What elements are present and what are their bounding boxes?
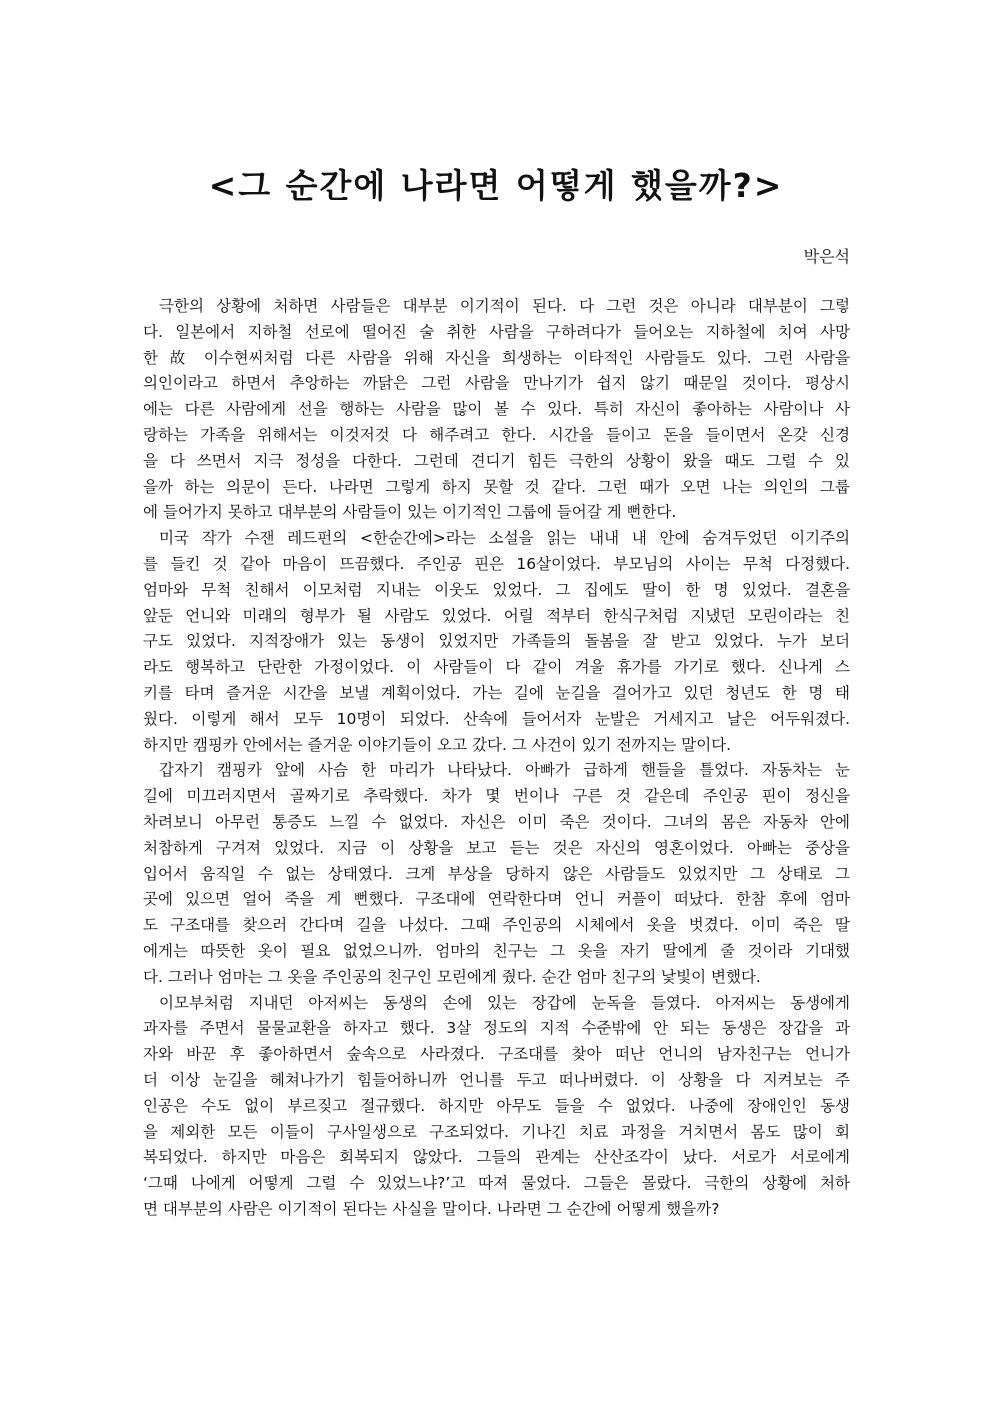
document-title: <그 순간에 나라면 어떻게 했을까?>	[208, 166, 784, 205]
paragraph	[143, 294, 850, 526]
text-line: 인공은 수도 없이 부르짖고 절규했다. 하지만 아무도 들을 수 없었다. 나중에 장애인인 동생	[143, 1096, 850, 1115]
text-line: 에는 다른 사람에게 선을 행하는 사람을 많이 볼 수 있다. 특히 자신이 좋아하는 사람이나 사	[143, 400, 850, 419]
paragraph	[143, 758, 850, 990]
text-line: 다. 일본에서 지하철 선로에 떨어진 술 취한 사람을 구하려다가 들어오는 지하철에 치여 사망	[143, 322, 850, 341]
text-line: 더 이상 눈길을 헤쳐나가기 힘들어하니까 언니를 두고 떠나버렸다. 이 상황을 다 지켜보는 주	[143, 1070, 850, 1089]
text-line: 랑하는 가족을 위해서는 이것저것 다 해주려고 한다. 시간을 들이고 돈을 들이면서 온갖 신경	[143, 425, 850, 444]
text-line: 처참하게 구겨져 있었다. 지금 이 상황을 보고 듣는 것은 자신의 영혼이었다. 아빠는 중상을	[143, 838, 850, 857]
text-line: 복되었다. 하지만 마음은 회복되지 않았다. 그들의 관계는 산산조각이 났다. 서로가 서로에게	[143, 1148, 850, 1167]
text-line: 차려보니 아무런 통증도 느낄 수 없었다. 자신은 이미 죽은 것이다. 그녀의 몸은 자동차 안에	[143, 812, 850, 831]
paragraph	[143, 991, 850, 1223]
text-line: 도 구조대를 찾으러 간다며 길을 나섰다. 그때 주인공의 시체에서 옷을 벗겼다. 이미 죽은 딸	[143, 916, 850, 935]
text-line: 입어서 움직일 수 없는 상태였다. 크게 부상을 당하지 않은 사람들도 있었지만 그 상태로 그	[143, 864, 850, 883]
text-line: 을 제외한 모든 이들이 구사일생으로 구조되었다. 기나긴 치료 과정을 거치면서 몸도 많이 회	[143, 1122, 850, 1141]
text-line: 과자를 주면서 물물교환을 하자고 했다. 3살 정도의 지적 수준밖에 안 되는 동생은 장갑을 과	[143, 1019, 850, 1038]
text-line: 면 대부분의 사람은 이기적이 된다는 사실을 말이다. 나라면 그 순간에 어떻게 했을까?	[143, 1199, 720, 1218]
text-line: 키를 타며 즐거운 시간을 보낼 계획이었다. 가는 길에 눈길을 걸어가고 있던 청년도 한 명 태	[143, 683, 850, 702]
text-line: 갑자기 캠핑카 앞에 사슴 한 마리가 나타났다. 아빠가 급하게 핸들을 틀었다. 자동차는 눈	[159, 761, 850, 780]
author-name: 박은석	[803, 247, 850, 266]
text-line: 엄마와 무척 친해서 이모처럼 지내는 이웃도 있었다. 그 집에도 딸이 한 명 있었다. 결혼을	[143, 580, 850, 599]
text-line: ‘그때 나에게 어떻게 그럴 수 있었느냐?’고 따져 물었다. 그들은 몰랐다. 극한의 상황에 처하	[143, 1174, 850, 1193]
text-line: 에게는 따뜻한 옷이 필요 없었으니까. 엄마의 친구는 그 옷을 자기 딸에게 줄 것이라 기대했	[143, 941, 850, 960]
text-line: 하지만 캠핑카 안에서는 즐거운 이야기들이 오고 갔다. 그 사건이 있기 전까지는 말이다.	[143, 735, 732, 754]
text-line: 웠다. 이렇게 해서 모두 10명이 되었다. 산속에 들어서자 눈발은 거세지고 날은 어두워졌다.	[143, 709, 850, 728]
text-line: 라도 행복하고 단란한 가정이었다. 이 사람들이 다 같이 겨울 휴가를 가기로 했다. 신나게 스	[143, 658, 850, 677]
text-line: 다. 그러나 엄마는 그 옷을 주인공의 친구인 모린에게 줬다. 순간 엄마 친구의 낯빛이 변했다.	[143, 967, 761, 986]
text-line: 구도 있었다. 지적장애가 있는 동생이 있었지만 가족들의 돌봄을 잘 받고 있었다. 누가 보더	[143, 632, 850, 651]
text-line: 자와 바꾼 후 좋아하면서 숲속으로 사라졌다. 구조대를 찾아 떠난 언니의 남자친구는 언니가	[143, 1045, 850, 1064]
text-line: 극한의 상황에 처하면 사람들은 대부분 이기적이 된다. 다 그런 것은 아니라 대부분이 그렇	[159, 297, 850, 315]
paragraph	[143, 526, 850, 758]
text-line: 에 들어가지 못하고 대부분의 사람들이 있는 이기적인 그룹에 들어갈 게 뻔한다.	[143, 503, 677, 522]
text-line: 길에 미끄러지면서 골짜기로 추락했다. 차가 몇 번이나 구른 것 같은데 주인공 핀이 정신을	[143, 787, 850, 806]
document-body	[143, 294, 850, 1223]
text-line: 앞둔 언니와 미래의 형부가 될 사람도 있었다. 어릴 적부터 한식구처럼 지냈던 모린이라는 친	[143, 606, 850, 625]
text-line: 이모부처럼 지내던 아저씨는 동생의 손에 있는 장갑에 눈독을 들였다. 아저씨는 동생에게	[159, 993, 850, 1012]
text-line: 한 故 이수현씨처럼 다른 사람을 위해 자신을 희생하는 이타적인 사람들도 있다. 그런 사람을	[143, 348, 850, 367]
text-line: 곳에 있으면 얼어 죽을 게 뻔했다. 구조대에 연락한다며 언니 커플이 떠났다. 한참 후에 엄마	[143, 890, 850, 909]
text-line: 의인이라고 하면서 추앙하는 까닭은 그런 사람을 만나기가 쉽지 않기 때문일 것이다. 평상시	[143, 374, 850, 393]
text-line: 미국 작가 수잰 레드펀의 <한순간에>라는 소설을 읽는 내내 내 안에 숨겨두었던 이기주의	[159, 529, 850, 548]
text-line: 를 들킨 것 같아 마음이 뜨끔했다. 주인공 핀은 16살이었다. 부모님의 사이는 무척 다정했다.	[143, 554, 850, 573]
text-line: 을 다 쓰면서 지극 정성을 다한다. 그런데 견디기 힘든 극한의 상황이 왔을 때도 그럴 수 있	[143, 451, 850, 470]
text-line: 을까 하는 의문이 든다. 나라면 그렇게 하지 못할 것 같다. 그런 때가 오면 나는 의인의 그룹	[143, 477, 850, 496]
